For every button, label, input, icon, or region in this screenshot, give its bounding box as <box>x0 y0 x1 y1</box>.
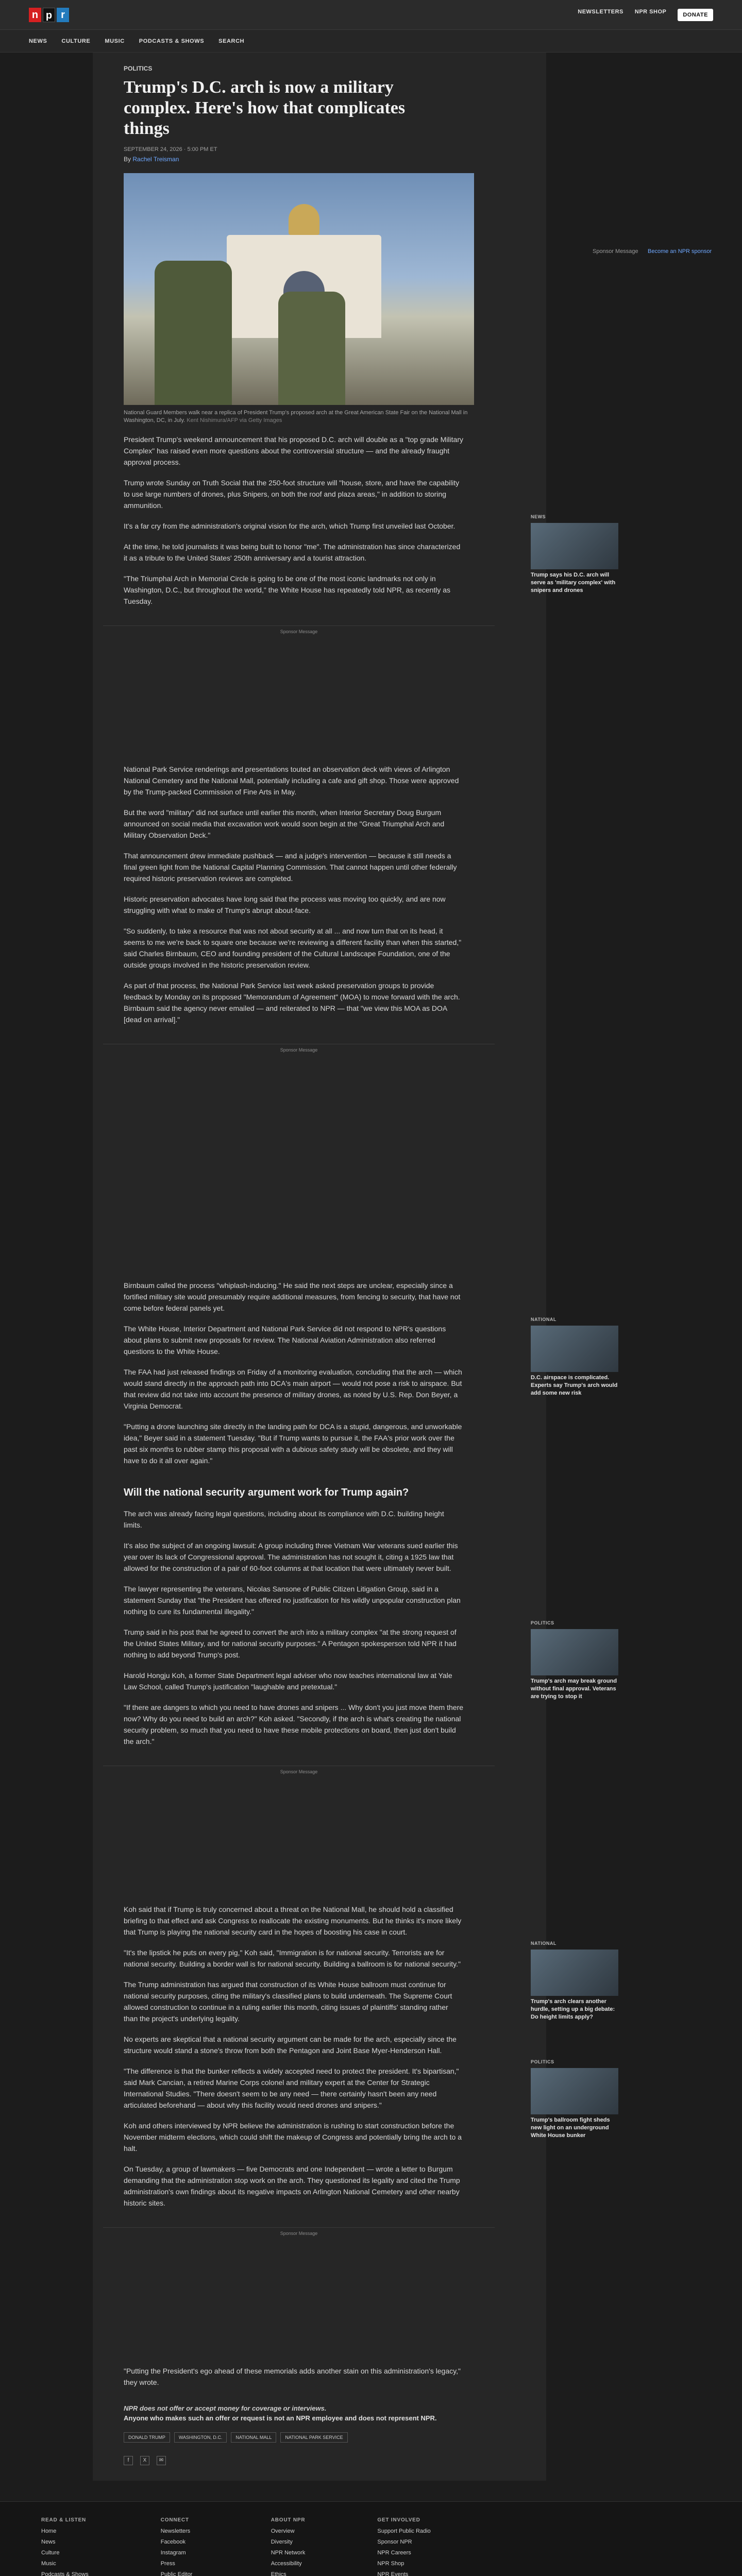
related-label: NATIONAL <box>531 1317 556 1322</box>
footer-link[interactable]: NPR Shop <box>377 2561 404 2567</box>
related-label: NATIONAL <box>531 1941 556 1946</box>
top-bar <box>0 0 742 30</box>
footer-link[interactable]: Music <box>41 2561 56 2567</box>
paragraph: Historic preservation advocates have long said that the process was moving too quickly, and are now struggling with what to make of Trump's abrupt about-face. <box>124 895 446 914</box>
nav-news[interactable]: NEWS <box>29 38 47 44</box>
footer-column <box>161 2517 199 2576</box>
footer-link[interactable]: Sponsor NPR <box>377 2539 412 2545</box>
section-heading: Will the national security argument work for Trump again? <box>124 1487 409 1498</box>
image-caption <box>124 409 474 425</box>
paragraph: "The Triumphal Arch in Memorial Circle is going to be one of the most iconic landmarks not only in Washington, D.C., but throughout the world," the White House has repeatedly told NPR, as recently as Tuesday. <box>124 574 450 605</box>
footer-column <box>41 2517 89 2576</box>
footer-link[interactable]: News <box>41 2539 56 2545</box>
footer-heading: ABOUT NPR <box>271 2517 306 2523</box>
paragraph: "The difference is that the bunker reflects a widely accepted need to protect the president. It's bipartisan," said Mark Cancian, a retired Marine Corps colonel and military expert at the Center for Strategic International Studies. "There doesn't seem to be any need — there certainly hasn't been any need articulated beforehand — about why this facility would need drones and snipers." <box>124 2067 459 2109</box>
paragraph: "It's the lipstick he puts on every pig," Koh said, "Immigration is for national security. Terrorists are for national security. Building a border wall is for national security. Building a ballroom is for national security." <box>124 1948 461 1968</box>
right-rail <box>593 248 727 255</box>
paragraph: National Park Service renderings and presentations touted an observation deck with views of Arlington National Cemetery and the National Mall, potentially including a cafe and gift shop. Those were approved by the Trump-packed Commission of Fine Arts in May. <box>124 765 459 796</box>
related-title: Trump's ballroom fight sheds new light on an underground White House bunker <box>531 2117 610 2139</box>
footer-column <box>377 2517 430 2576</box>
footer-link[interactable]: Podcasts & Shows <box>41 2571 89 2576</box>
footer-columns <box>41 2517 701 2576</box>
article-body <box>124 434 618 2481</box>
nav-music[interactable]: MUSIC <box>105 38 125 44</box>
footer-link[interactable]: Public Editor <box>160 2571 193 2576</box>
related-title: D.C. airspace is complicated. Experts say Trump's arch would add some new risk <box>531 1375 618 1396</box>
arch-statue <box>289 204 319 235</box>
footer-link[interactable]: Accessibility <box>271 2561 302 2567</box>
footer-link[interactable]: Overview <box>271 2528 295 2534</box>
article <box>93 53 618 2481</box>
related-story[interactable] <box>531 513 618 595</box>
page-title: Trump's D.C. arch is now a military complex. Here's how that complicates things <box>124 78 406 138</box>
related-thumbnail <box>531 523 618 569</box>
footer-link[interactable]: Facebook <box>160 2539 186 2545</box>
section-label[interactable]: POLITICS <box>124 65 153 72</box>
paragraph: Harold Hongju Koh, a former State Department legal adviser who now teaches international law at Yale Law School, called Trump's justification "laughable and pretextual." <box>124 1671 452 1691</box>
tag[interactable]: WASHINGTON, D.C. <box>174 2432 227 2443</box>
caption-text: National Guard Members walk near a replica of President Trump's proposed arch at the Great American State Fair on the National Mall in Washington, DC, in July. <box>124 410 468 423</box>
footer-link[interactable]: Ethics <box>271 2571 286 2576</box>
related-label: POLITICS <box>531 1620 554 1625</box>
byline <box>124 156 515 163</box>
related-title: Trump's arch clears another hurdle, setting up a big debate: Do height limits apply? <box>531 1998 615 2020</box>
related-story[interactable] <box>531 1316 618 1397</box>
related-thumbnail <box>531 1950 618 1996</box>
sponsor-message: Sponsor Message <box>103 1766 495 1894</box>
facebook-icon[interactable]: f <box>124 2456 133 2465</box>
rail-sponsor-label: Sponsor Message <box>593 248 638 255</box>
share-bar <box>124 2456 515 2481</box>
newsletters-link[interactable]: NEWSLETTERS <box>578 8 623 15</box>
paragraph: As part of that process, the National Park Service last week asked preservation groups to provide feedback by Monday on its proposed "Memorandum of Agreement" (MOA) to move forward with the arch. Birnbaum said the agency never emailed — and reiterated to NPR — that "we view this MOA as DOA [dead on arrival]." <box>124 981 460 1024</box>
footer-heading: GET INVOLVED <box>377 2517 420 2523</box>
sponsor-message: Sponsor Message <box>103 625 495 754</box>
paragraph: The arch was already facing legal questions, including about its compliance with D.C. building height limits. <box>124 1510 444 1529</box>
site-footer <box>0 2501 742 2576</box>
paragraph: "Putting the President's ego ahead of these memorials adds another stain on this administration's legacy," they wrote. <box>124 2367 461 2386</box>
footer-link[interactable]: Press <box>160 2561 175 2567</box>
paragraph: It's also the subject of an ongoing lawsuit: A group including three Vietnam War veterans sued earlier this year over its lack of Congressional approval. The administration has not sought it, citing a 1925 law that allowed for the construction of a pair of 60-foot columns at that location that were ultimately never built. <box>124 1541 458 1572</box>
paragraph: No experts are skeptical that a national security argument can be made for the arch, especially since the structure would stand a stone's throw from both the Pentagon and Joint Base Myer-Henderson Hall. <box>124 2035 457 2055</box>
ethics-note-sub: Anyone who makes such an offer or request is not an NPR employee and does not represent NPR. <box>124 2414 437 2422</box>
x-icon[interactable]: X <box>140 2456 149 2465</box>
soldier-figure <box>278 292 345 405</box>
footer-link[interactable]: Support Public Radio <box>377 2528 431 2534</box>
related-thumbnail <box>531 1326 618 1372</box>
email-icon[interactable]: ✉ <box>157 2456 166 2465</box>
tag[interactable]: NATIONAL MALL <box>231 2432 276 2443</box>
ethics-note <box>124 2403 464 2423</box>
page-wrap <box>0 53 742 2576</box>
related-title: Trump says his D.C. arch will serve as 'military complex' with snipers and drones <box>531 572 616 594</box>
footer-column <box>271 2517 306 2576</box>
section-nav <box>0 30 742 53</box>
npr-logo[interactable] <box>29 8 69 22</box>
soldier-figure <box>155 261 232 405</box>
logo-letter-n: n <box>29 8 41 22</box>
tag[interactable]: NATIONAL PARK SERVICE <box>280 2432 347 2443</box>
nav-podcasts[interactable]: PODCASTS & SHOWS <box>139 38 205 44</box>
related-story[interactable] <box>531 2058 618 2140</box>
footer-heading: READ & LISTEN <box>41 2517 87 2523</box>
paragraph: President Trump's weekend announcement that his proposed D.C. arch will double as a "top grade Military Complex" has raised even more questions about the controversial structure — and the already fraught approval process. <box>124 435 463 466</box>
dateline: SEPTEMBER 24, 2026 · 5:00 PM ET <box>124 146 217 152</box>
footer-link[interactable]: Diversity <box>271 2539 293 2545</box>
paragraph: "So suddenly, to take a resource that was not about security at all ... and now turn that on its head, it seems to me we're back to square one because we're reviewing a different facility than when this started," said Charles Birnbaum, CEO and founding president of the Cultural Landscape Foundation, one of the outside groups involved in the historic preservation review. <box>124 927 462 969</box>
footer-link[interactable]: NPR Careers <box>377 2550 411 2556</box>
related-story[interactable] <box>531 1619 618 1701</box>
footer-heading: CONNECT <box>160 2517 189 2523</box>
paragraph: On Tuesday, a group of lawmakers — five Democrats and one Independent — wrote a letter to Burgum demanding that the administration stop work on the arch. They questioned its legality and cited the Trump administration's own findings about its negative impacts on Arlington National Cemetery and other nearby historic sites. <box>124 2165 460 2207</box>
rail-sponsor-link[interactable]: Become an NPR sponsor <box>648 248 712 255</box>
related-thumbnail <box>531 2068 618 2114</box>
paragraph: "Putting a drone launching site directly in the landing path for DCA is a stupid, dangerous, and unworkable idea," Beyer said in a statement Tuesday. "But if Trump wants to pursue it, the FAA's prior work over the past six months to rubber stamp this proposal with a dubious safety study will be obsolete, and they will have to do it all over again." <box>124 1422 462 1465</box>
paragraph: The White House, Interior Department and National Park Service did not respond to NPR's questions about plans to submit new proposals for review. The National Aviation Administration also referred questions to the White House. <box>124 1325 446 1355</box>
related-label: NEWS <box>531 514 546 519</box>
related-thumbnail <box>531 1629 618 1675</box>
hero-image[interactable] <box>124 173 474 405</box>
paragraph: It's a far cry from the administration's original vision for the arch, which Trump first unveiled last October. <box>124 522 456 530</box>
caption-credit: Kent Nishimura/AFP via Getty Images <box>187 417 282 423</box>
paragraph: That announcement drew immediate pushback — and a judge's intervention — because it still needs a final green light from the National Capital Planning Commission. That cannot happen until other federally required historic preservation reviews are completed. <box>124 852 457 883</box>
footer-link[interactable]: Newsletters <box>160 2528 191 2534</box>
paragraph: Trump wrote Sunday on Truth Social that the 250-foot structure will "house, store, and have the capability to use large numbers of drones, plus Snipers, on both the roof and plaza areas," in addition to storing ammunition. <box>124 479 460 510</box>
nav-search[interactable]: SEARCH <box>218 38 245 44</box>
paragraph: Trump said in his post that he agreed to convert the arch into a military complex "at the strong request of the United States Military, and for national security purposes." A Pentagon spokesperson told NPR it had nothing to add beyond Trump's post. <box>124 1628 457 1659</box>
footer-link[interactable]: Instagram <box>160 2550 186 2556</box>
sponsor-message: Sponsor Message <box>103 1044 495 1270</box>
sponsor-message: Sponsor Message <box>103 2227 495 2356</box>
nav-culture[interactable]: CULTURE <box>61 38 91 44</box>
paragraph: The FAA had just released findings on Friday of a monitoring evaluation, concluding that the arch — which would stand directly in the approach path into DCA's main airport — would not pose a risk to airspace. But that review did not take into account the presence of military drones, as noted by U.S. Rep. Don Beyer, a Virginia Democrat. <box>124 1368 462 1410</box>
npr-shop-link[interactable]: NPR SHOP <box>634 8 667 15</box>
related-label: POLITICS <box>531 2059 554 2064</box>
related-story[interactable] <box>531 1940 618 2021</box>
tag[interactable]: DONALD TRUMP <box>124 2432 170 2443</box>
author-link[interactable]: Rachel Treisman <box>132 156 179 163</box>
logo-letter-r: r <box>57 8 69 22</box>
logo-letter-p: p <box>43 8 55 22</box>
tag-list <box>124 2432 515 2443</box>
paragraph: The Trump administration has argued that construction of its White House ballroom must continue for national security purposes, citing the military's classified plans to build underneath. The Supreme Court allowed construction to continue in a ruling earlier this month, citing issues of plaintiffs' standing rather than the project's underlying legality. <box>124 1980 452 2023</box>
paragraph: "If there are dangers to which you need to have drones and snipers ... Why don't you just move them there now? Why do you need to build an arch?" Koh asked. "Secondly, if the arch is what's creating the national security problem, so much that you need to have these mobile protections on board, then just don't build the arch." <box>124 1703 464 1745</box>
footer-link[interactable]: Home <box>41 2528 57 2534</box>
paragraph: Koh and others interviewed by NPR believe the administration is rushing to start construction before the November midterm elections, which could shift the makeup of Congress and potentially bring the arch to a halt. <box>124 2122 462 2153</box>
footer-link[interactable]: NPR Events <box>377 2571 409 2576</box>
top-links <box>578 9 713 21</box>
footer-link[interactable]: NPR Network <box>271 2550 306 2556</box>
paragraph: Birnbaum called the process "whiplash-inducing." He said the next steps are unclear, especially since a fortified military site would presumably require additional measures, from fencing to security, that have not come before federal panels yet. <box>124 1281 461 1312</box>
related-title: Trump's arch may break ground without final approval. Veterans are trying to stop it <box>531 1678 617 1700</box>
paragraph: At the time, he told journalists it was being built to honor "me". The administration has since characterized it as a tribute to the United States' 250th anniversary and a tourist attraction. <box>124 543 461 562</box>
footer-link[interactable]: Culture <box>41 2550 60 2556</box>
donate-button[interactable]: DONATE <box>678 9 713 21</box>
paragraph: But the word "military" did not surface until earlier this month, when Interior Secretary Doug Burgum announced on social media that excavation work would soon begin at the "Great Triumphal Arch and Military Observation Deck." <box>124 808 445 839</box>
paragraph: Koh said that if Trump is truly concerned about a threat on the National Mall, he should hold a classified briefing to that effect and ask Congress to reallocate the existing monuments. But he thinks it's more likely that Trump is playing the national security card in the hopes of boosting his case in court. <box>124 1905 462 1936</box>
byline-prefix: By <box>124 156 131 163</box>
paragraph: The lawyer representing the veterans, Nicolas Sansone of Public Citizen Litigation Group, said in a statement Sunday that "the President has offered no justification for his wildly unpopular construction plan nothing to cure its fundamental illegality." <box>124 1585 461 1616</box>
ethics-note-title: NPR does not offer or accept money for coverage or interviews. <box>124 2404 327 2412</box>
